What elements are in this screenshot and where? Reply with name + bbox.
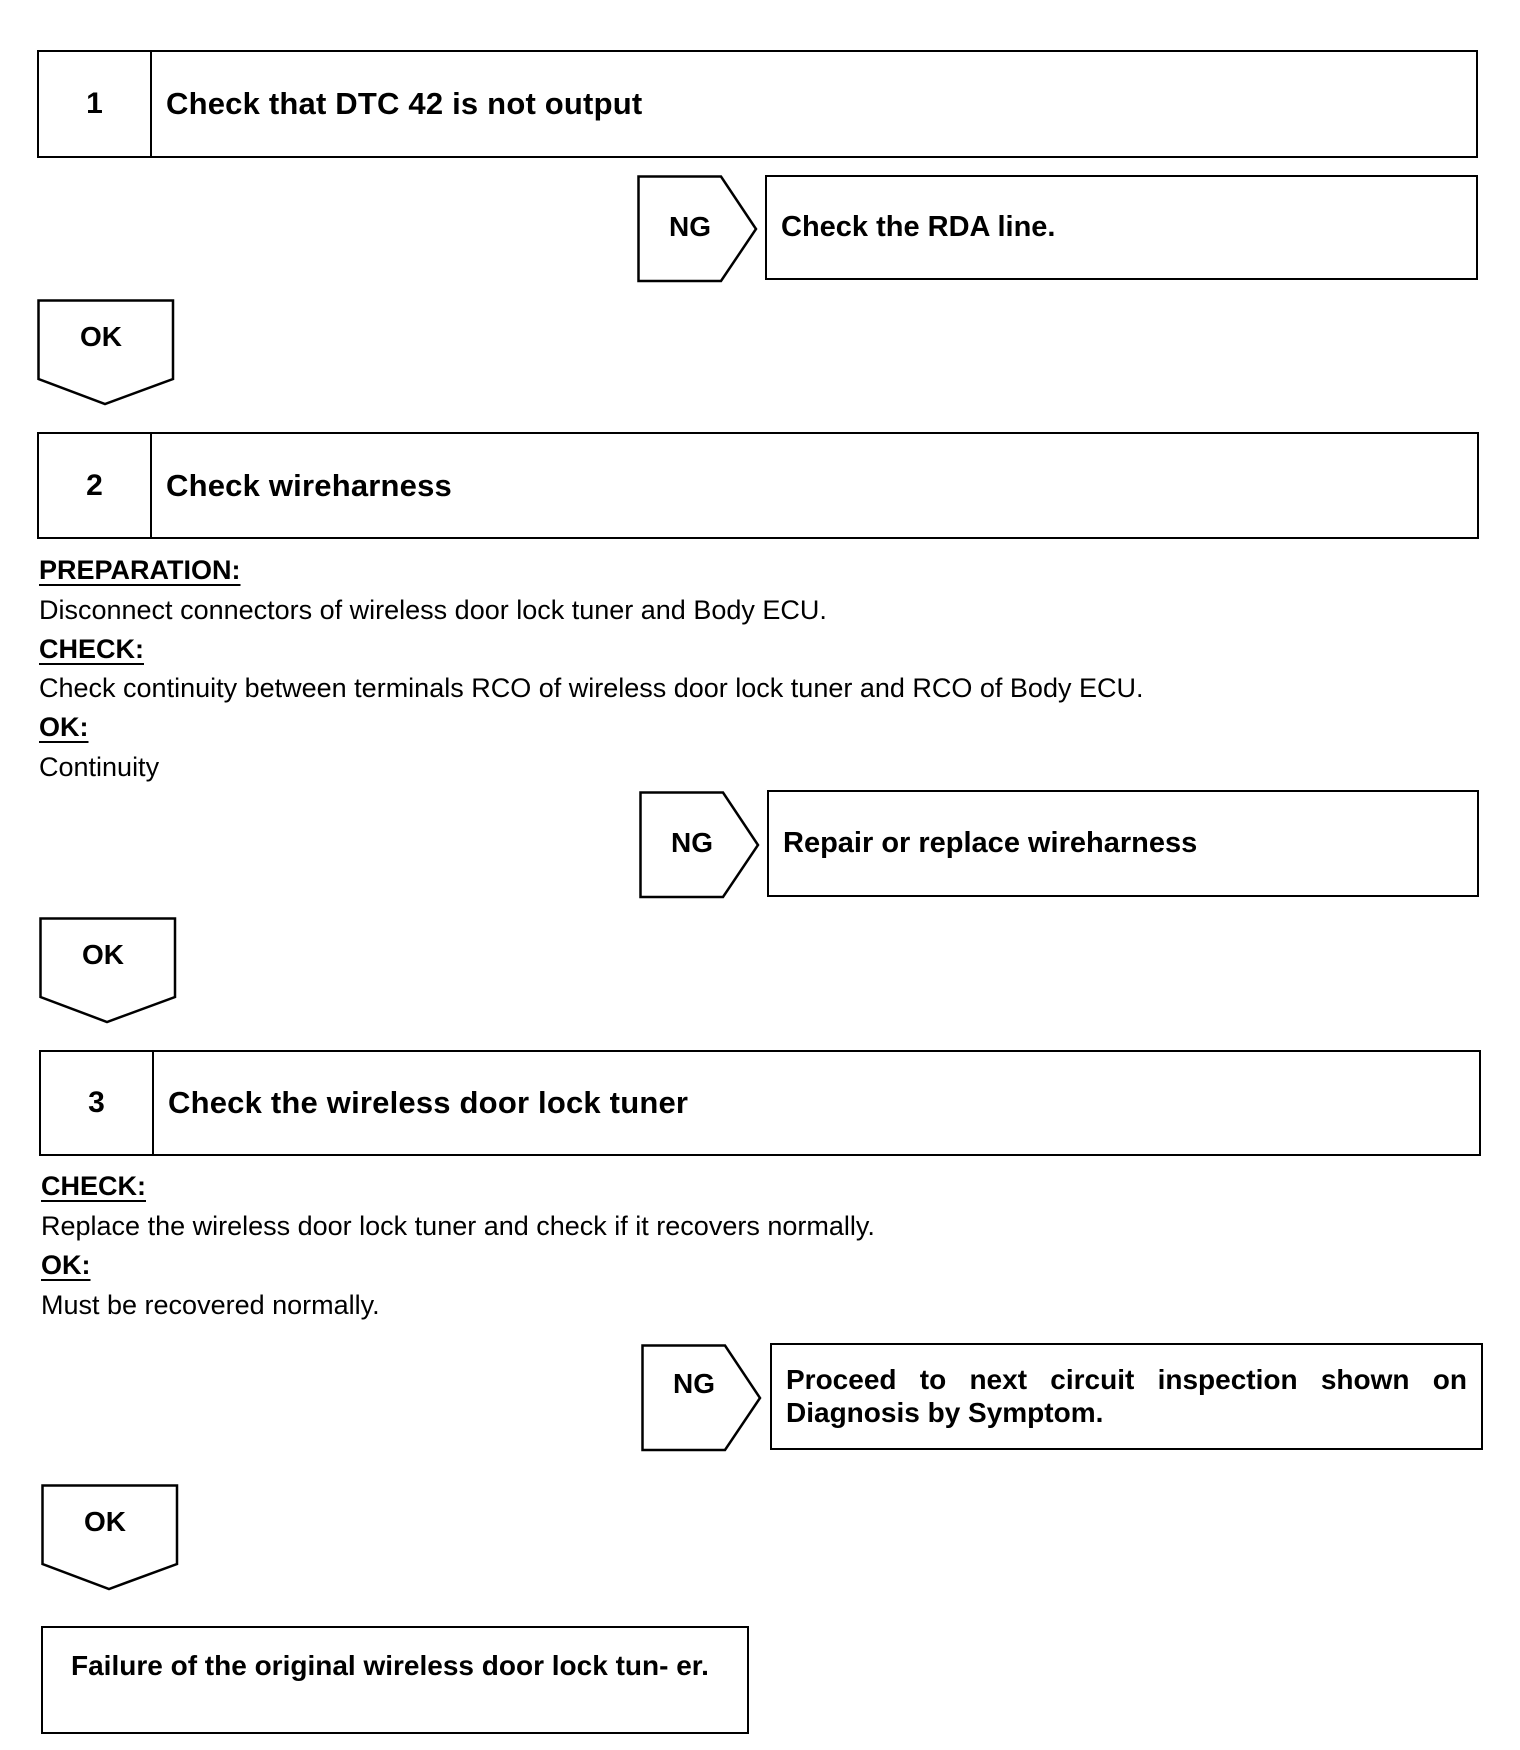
ng-arrow-step-1 [637, 175, 759, 283]
ok-criteria-text: Continuity [39, 752, 160, 782]
ok-criteria-text: Must be recovered normally. [41, 1290, 380, 1320]
ng-label: NG [671, 827, 713, 858]
ok-criteria-label: OK: [39, 712, 89, 742]
ng-result-step-3: Proceed to next circuit inspection shown on Diagnosis by Symptom. [770, 1343, 1483, 1450]
step-title: Check that DTC 42 is not output [166, 86, 643, 121]
check-text: Check continuity between terminals RCO of wireless door lock tuner and RCO of Body ECU. [39, 673, 1144, 703]
step-3-header [39, 1050, 1481, 1156]
ok-arrow-step-1 [37, 299, 175, 407]
step-1-header [37, 50, 1478, 158]
step-number: 2 [39, 434, 152, 537]
ng-arrow-step-3 [641, 1344, 763, 1452]
check-label: CHECK: [39, 634, 144, 664]
ok-arrow-step-3 [41, 1484, 179, 1592]
ok-label: OK [84, 1506, 126, 1537]
preparation-text: Disconnect connectors of wireless door lock tuner and Body ECU. [39, 595, 827, 625]
ng-label: NG [673, 1368, 715, 1399]
step-number: 1 [39, 52, 152, 156]
step-title: Check wireharness [166, 467, 452, 503]
ok-arrow-step-2 [39, 917, 177, 1025]
step-2-header [37, 432, 1479, 539]
ok-label: OK [82, 939, 124, 970]
check-label: CHECK: [41, 1171, 146, 1201]
check-text: Replace the wireless door lock tuner and check if it recovers normally. [41, 1211, 875, 1241]
ok-criteria-label: OK: [41, 1250, 91, 1280]
step-title: Check the wireless door lock tuner [168, 1085, 689, 1120]
ng-result-step-1: Check the RDA line. [765, 175, 1478, 280]
ng-result-step-2: Repair or replace wireharness [767, 790, 1479, 897]
preparation-label: PREPARATION: [39, 555, 241, 585]
ng-label: NG [669, 211, 711, 242]
step-number: 3 [41, 1052, 154, 1154]
ng-arrow-step-2 [639, 791, 761, 899]
ok-label: OK [80, 321, 122, 352]
final-result-box: Failure of the original wireless door lock tun- er. [41, 1626, 749, 1734]
